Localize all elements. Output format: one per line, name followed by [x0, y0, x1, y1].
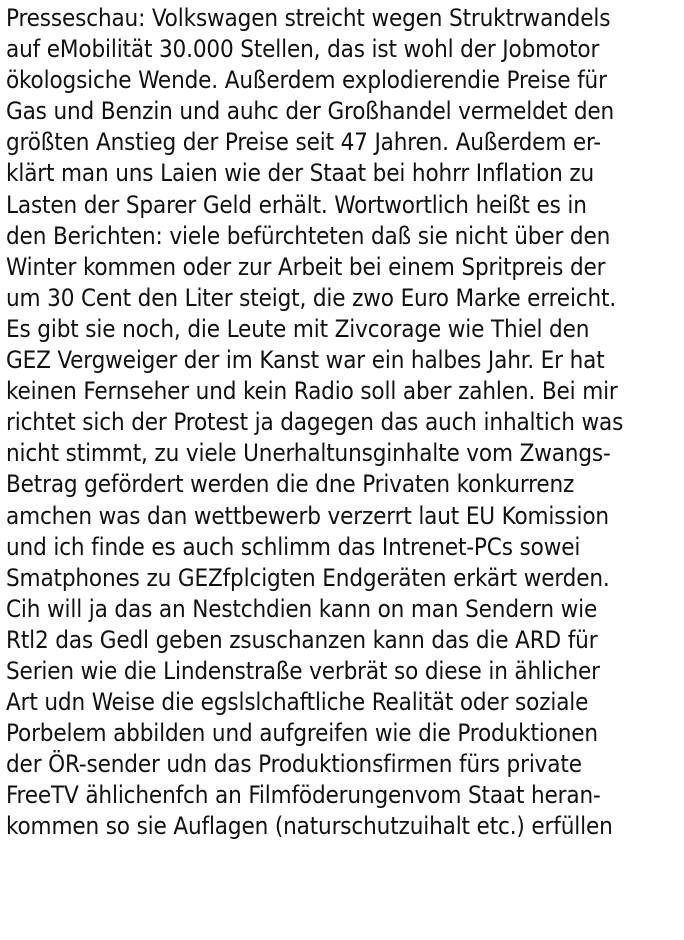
text-line: ökologsiche Wende. Außerdem explodierendie Preise für [6, 66, 607, 95]
text-line: klärt man uns Laien wie der Staat bei hohrr Inflation zu [6, 159, 595, 188]
text-line: der ÖR-sender udn das Produktionsfirmen fürs private [6, 750, 582, 779]
body-text [6, 3, 682, 843]
text-line: Betrag gefördert werden die dne Privaten konkurrenz [6, 470, 575, 499]
text-line: Lasten der Sparer Geld erhält. Wortwortlich heißt es in [6, 190, 587, 219]
text-line: um 30 Cent den Liter steigt, die zwo Euro Marke erreicht. [6, 283, 617, 312]
text-line: Winter kommen oder zur Arbeit bei einem Spritpreis der [6, 252, 606, 281]
text-line: Cih will ja das an Nestchdien kann on man Sendern wie [6, 594, 598, 623]
text-line: FreeTV ählichenfch an Filmföderungenvom Staat heran- [6, 781, 601, 810]
text-line: Gas und Benzin und auhc der Großhandel vermeldet den [6, 97, 615, 126]
text-line: GEZ Vergweiger der im Kanst war ein halbes Jahr. Er hat [6, 346, 605, 375]
text-line: keinen Fernseher und kein Radio soll aber zahlen. Bei mir [6, 377, 618, 406]
text-line: nicht stimmt, zu viele Unerhaltunsginhalte vom Zwangs- [6, 439, 611, 468]
text-line: Serien wie die Lindenstraße verbrät so diese in ählicher [6, 656, 600, 685]
text-line: Art udn Weise die egslslchaftliche Realität oder soziale [6, 688, 589, 717]
text-line: den Berichten: viele befürchteten daß sie nicht über den [6, 221, 611, 250]
text-line: Rtl2 das Gedl geben zsuschanzen kann das die ARD für [6, 625, 598, 654]
text-line: Smatphones zu GEZfplcigten Endgeräten erkärt werden. [6, 563, 610, 592]
text-line: richtet sich der Protest ja dagegen das auch inhaltich was [6, 408, 624, 437]
text-line: kommen so sie Auflagen (naturschutzuihalt etc.) erfüllen [6, 812, 613, 841]
text-line: größten Anstieg der Preise seit 47 Jahren. Außerdem er- [6, 128, 601, 157]
text-line: Es gibt sie noch, die Leute mit Zivcorage wie Thiel den [6, 314, 590, 343]
text-line: Porbelem abbilden und aufgreifen wie die Produktionen [6, 719, 598, 748]
text-line: und ich finde es auch schlimm das Intrenet-PCs sowei [6, 532, 581, 561]
text-line: auf eMobilität 30.000 Stellen, das ist wohl der Jobmotor [6, 35, 600, 64]
text-line: Presseschau: Volkswagen streicht wegen Struktrwandels [6, 4, 611, 32]
text-line: amchen was dan wettbewerb verzerrt laut EU Komission [6, 501, 609, 530]
